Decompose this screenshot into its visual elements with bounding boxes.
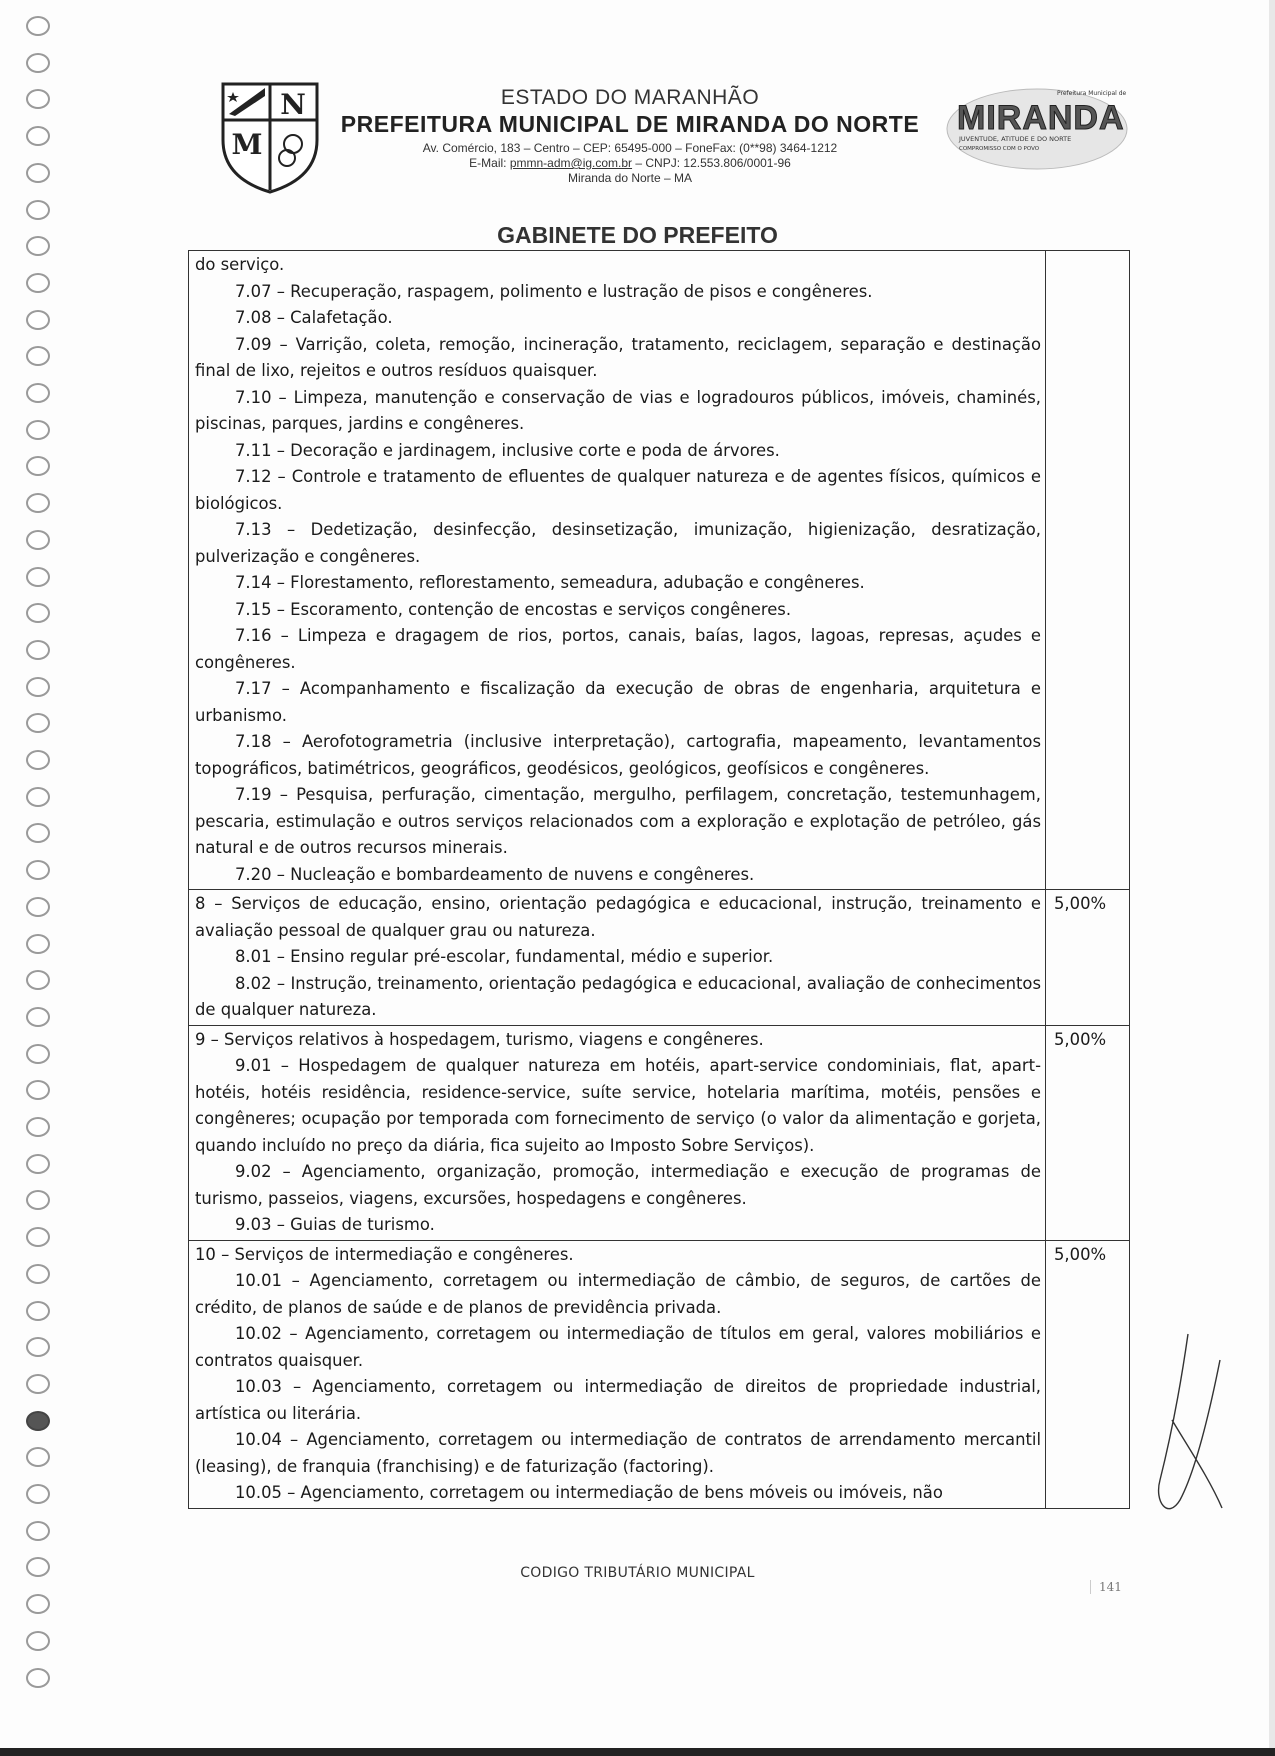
- scan-edge: [0, 1748, 1275, 1756]
- service-description-cell: [189, 1026, 1046, 1240]
- service-item: 7.09 – Varrição, coleta, remoção, incineração, tratamento, reciclagem, separação e destinação final de lixo, rejeitos e outros resíduos quaisquer.: [195, 334, 1041, 380]
- logo-tag-text: COMPROMISSO COM O POVO: [959, 146, 1040, 152]
- binding-hole: [26, 1007, 50, 1027]
- binding-hole: [26, 823, 50, 843]
- binding-hole: [26, 163, 50, 183]
- binding-hole: [26, 567, 50, 587]
- binding-hole: [26, 310, 50, 330]
- tax-rate-cell: [1046, 251, 1129, 889]
- service-item: 8 – Serviços de educação, ensino, orientação pedagógica e educacional, instrução, treinamento e avaliação pessoal de qualquer grau ou natureza.: [195, 894, 1041, 940]
- tax-rate-cell: 5,00%: [1054, 894, 1107, 913]
- service-item: 7.15 – Escoramento, contenção de encostas e serviços congêneres.: [235, 599, 792, 619]
- binding-hole: [26, 1190, 50, 1210]
- binding-hole: [26, 934, 50, 954]
- binding-hole: [26, 383, 50, 403]
- binding-hole: [26, 787, 50, 807]
- service-item: 9.02 – Agenciamento, organização, promoção, intermediação e execução de programas de turismo, passeios, viagens, excursões, hospedagens e congêneres.: [195, 1162, 1041, 1208]
- tax-rate-cell: 5,00%: [1054, 1244, 1107, 1264]
- services-table: [188, 250, 1130, 1509]
- logo-slogan-text: JUVENTUDE, ATITUDE E DO NORTE: [959, 135, 1072, 143]
- miranda-logo-icon: [945, 81, 1130, 173]
- service-item: 7.14 – Florestamento, reflorestamento, semeadura, adubação e congêneres.: [235, 573, 865, 592]
- binding-hole: [26, 493, 50, 513]
- binding-hole: [26, 1227, 50, 1247]
- service-item: 7.16 – Limpeza e dragagem de rios, portos, canais, baías, lagos, lagoas, represas, açudes e congêneres.: [195, 626, 1041, 672]
- letterhead: [210, 78, 1130, 198]
- service-item: 7.19 – Pesquisa, perfuração, cimentação, mergulho, perfilagem, concretação, testemunhagem, pescaria, estimulação e outros serviços relacionados com a exploração e explotação de petróleo, gás natural e de outros recursos minerais.: [195, 785, 1041, 857]
- service-item: 9.01 – Hospedagem de qualquer natureza em hotéis, apart-service condominiais, flat, apart-hotéis, hotéis residência, residence-service, suíte service, hotelaria marítima, motéis, pensões e congêneres; ocupação por temporada com fornecimento de serviço (o valor da alimentação e gorjeta, quando incluído no preço da diária, fica sujeito ao Imposto Sobre Serviços).: [195, 1056, 1041, 1155]
- city-line: Miranda do Norte – MA: [567, 171, 693, 185]
- service-item: do serviço.: [195, 255, 285, 274]
- binding-hole: [26, 1337, 50, 1357]
- binding-hole: [26, 1447, 50, 1467]
- service-item: 7.08 – Calafetação.: [235, 308, 393, 327]
- service-item: 9.03 – Guias de turismo.: [235, 1215, 435, 1234]
- service-item: 8.02 – Instrução, treinamento, orientação pedagógica e educacional, avaliação de conhecimentos de qualquer natureza.: [195, 973, 1041, 1019]
- address-block: [330, 141, 930, 186]
- logo-main-text: MIRANDA: [957, 99, 1125, 137]
- email-prefix: E-Mail:: [469, 156, 510, 170]
- address-line: Av. Comércio, 183 – Centro – CEP: 65495-000 – FoneFax: (0**98) 3464-1212: [422, 141, 838, 155]
- page-edge: [1269, 0, 1275, 1756]
- service-item: 10 – Serviços de intermediação e congêneres.: [195, 1244, 574, 1264]
- binding-hole: [26, 456, 50, 476]
- table-row: [189, 251, 1129, 889]
- email-line: [330, 156, 930, 171]
- service-item: 7.13 – Dedetização, desinfecção, desinsetização, imunização, higienização, desratização, pulverização e congêneres.: [195, 520, 1041, 566]
- table-row: [189, 1025, 1129, 1240]
- service-item: 10.05 – Agenciamento, corretagem ou intermediação de bens móveis ou imóveis, não: [235, 1483, 943, 1502]
- binding-hole: [26, 420, 50, 440]
- binding-hole: [26, 1484, 50, 1504]
- binding-hole: [26, 603, 50, 623]
- service-item: 7.07 – Recuperação, raspagem, polimento e lustração de pisos e congêneres.: [235, 281, 873, 301]
- service-item: 10.04 – Agenciamento, corretagem ou intermediação de contratos de arrendamento mercantil (leasing), de franquia (franchising) e de faturização (factoring).: [195, 1430, 1041, 1476]
- email-link[interactable]: pmmn-adm@ig.com.br: [509, 156, 633, 170]
- binding-hole: [26, 860, 50, 880]
- binding-hole: [26, 1631, 50, 1651]
- page-number: 141: [1090, 1580, 1122, 1594]
- binding-hole: [26, 1374, 50, 1394]
- prefeitura-name: PREFEITURA MUNICIPAL DE MIRANDA DO NORTE: [340, 111, 920, 137]
- binding-hole: [26, 1668, 50, 1688]
- service-item: 7.12 – Controle e tratamento de efluentes de qualquer natureza e de agentes físicos, químicos e biológicos.: [195, 467, 1041, 513]
- binding-hole: [26, 1594, 50, 1614]
- binding-hole: [26, 200, 50, 220]
- logo-top-text: Prefeitura Municipal de: [1057, 90, 1127, 97]
- table-row: [189, 1240, 1129, 1508]
- binding-hole: [26, 16, 50, 36]
- binding-hole: [26, 273, 50, 293]
- service-item: 7.18 – Aerofotogrametria (inclusive interpretação), cartografia, mapeamento, levantamentos topográficos, batimétricos, geográficos, geodésicos, geológicos, geofísicos e congêneres.: [195, 732, 1041, 778]
- tax-rate-cell: 5,00%: [1054, 1029, 1107, 1049]
- service-description-cell: [189, 251, 1046, 889]
- binding-hole: [26, 1154, 50, 1174]
- binding-holes: [0, 0, 60, 1756]
- binding-hole: [26, 89, 50, 109]
- service-item: 10.02 – Agenciamento, corretagem ou intermediação de títulos em geral, valores mobiliários e contratos quaisquer.: [195, 1324, 1041, 1370]
- table-row: [189, 889, 1129, 1025]
- service-item: 7.10 – Limpeza, manutenção e conservação de vias e logradouros públicos, imóveis, chaminés, piscinas, parques, jardins e congêneres.: [195, 387, 1041, 433]
- binding-hole: [26, 1117, 50, 1137]
- crest-letter-n: N: [280, 88, 306, 121]
- service-item: 8.01 – Ensino regular pré-escolar, fundamental, médio e superior.: [235, 947, 774, 966]
- service-item: 10.01 – Agenciamento, corretagem ou intermediação de câmbio, de seguros, de cartões de crédito, de planos de saúde e de planos de previdência privada.: [195, 1271, 1041, 1317]
- crest-letter-m: M: [231, 128, 263, 161]
- binding-hole: [26, 713, 50, 733]
- service-item: 7.17 – Acompanhamento e fiscalização da execução de obras de engenharia, arquitetura e urbanismo.: [195, 679, 1041, 725]
- signature-initials: [1150, 1330, 1230, 1530]
- service-item: 7.20 – Nucleação e bombardeamento de nuvens e congêneres.: [235, 864, 755, 884]
- letterhead-text: [330, 86, 930, 186]
- binding-hole: [26, 53, 50, 73]
- binding-hole: [26, 126, 50, 146]
- page-title: GABINETE DO PREFEITO: [497, 222, 778, 248]
- service-item: 7.11 – Decoração e jardinagem, inclusive corte e poda de árvores.: [235, 440, 780, 460]
- cnpj: – CNPJ: 12.553.806/0001-96: [632, 156, 791, 170]
- binding-hole: [26, 897, 50, 917]
- binding-hole: [26, 530, 50, 550]
- municipal-crest-icon: [215, 78, 325, 196]
- service-item: 10.03 – Agenciamento, corretagem ou intermediação de direitos de propriedade industrial, artística ou literária.: [195, 1377, 1041, 1423]
- binding-hole: [26, 1080, 50, 1100]
- state-name: ESTADO DO MARANHÃO: [500, 86, 760, 109]
- binding-hole: [26, 640, 50, 660]
- binding-hole: [26, 1411, 50, 1431]
- binding-hole: [26, 970, 50, 990]
- binding-hole: [26, 677, 50, 697]
- service-item: 9 – Serviços relativos à hospedagem, turismo, viagens e congêneres.: [195, 1029, 764, 1049]
- service-description-cell: [189, 1241, 1046, 1508]
- binding-hole: [26, 750, 50, 770]
- binding-hole: [26, 1264, 50, 1284]
- binding-hole: [26, 1301, 50, 1321]
- service-description-cell: [189, 890, 1046, 1025]
- binding-hole: [26, 346, 50, 366]
- binding-hole: [26, 1044, 50, 1064]
- binding-hole: [26, 1521, 50, 1541]
- page-footer: CODIGO TRIBUTÁRIO MUNICIPAL: [520, 1565, 755, 1581]
